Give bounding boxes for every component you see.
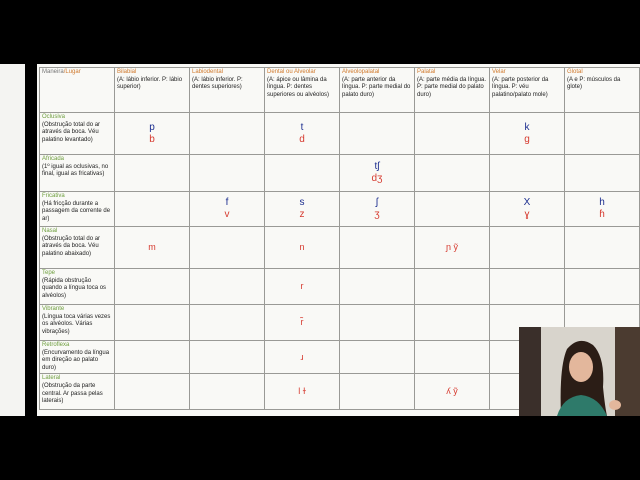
manner-description: (Obstrução total do ar através da boca. Véu palatino abaixado)	[42, 235, 101, 257]
phoneme-cell	[265, 341, 340, 374]
manner-header-cell	[40, 305, 115, 341]
top-letterbox	[0, 0, 640, 64]
manner-header-cell	[40, 227, 115, 269]
phoneme-cell	[340, 192, 415, 227]
phoneme-symbol: r̃	[300, 317, 304, 327]
manner-description: (Obstrução total do ar através da boca. Véu palatino levantado)	[42, 121, 101, 143]
phoneme-cell	[490, 113, 565, 155]
manner-title: Tepe	[42, 270, 56, 276]
voiced-symbol: ɦ	[599, 209, 605, 220]
phoneme-cell	[490, 269, 565, 305]
place-title: Labiodental	[192, 69, 224, 75]
place-title: Dental ou Alveolar	[267, 69, 316, 75]
phoneme-cell	[565, 269, 640, 305]
manner-title: Nasal	[42, 228, 58, 234]
place-title: Bilabial	[117, 69, 137, 75]
voiced-symbol: z	[299, 209, 305, 220]
place-header-cell	[490, 68, 565, 113]
manner-description: (Obstrução da parte central. Ar passa pelas laterais)	[42, 382, 103, 405]
manner-header-cell	[40, 113, 115, 155]
table-row	[40, 227, 640, 269]
left-side-panel	[0, 64, 25, 416]
phoneme-cell	[115, 227, 190, 269]
phoneme-symbol: ɲ ỹ	[445, 242, 458, 252]
corner-header-cell	[40, 68, 115, 113]
phoneme-cell	[190, 341, 265, 374]
voiceless-symbol: s	[299, 197, 305, 208]
voiced-symbol: ɣ	[524, 209, 530, 220]
phoneme-symbol: ɹ	[300, 351, 304, 362]
place-description: (A: lábio inferior. P: dentes superiores)	[192, 76, 243, 91]
manner-description: (Há fricção durante a passagem da corrente de ar)	[42, 200, 111, 222]
phoneme-cell	[265, 113, 340, 155]
place-description: (A: ápice ou lâmina da língua. P: dentes superiores ou alvéolos)	[267, 76, 330, 98]
phoneme-cell	[415, 269, 490, 305]
phoneme-cell	[265, 155, 340, 192]
bottom-letterbox	[0, 416, 640, 480]
place-description: (A: parte média da língua. P: parte medial do palato duro)	[417, 76, 487, 98]
corner-place-label: /Lugar	[63, 69, 81, 75]
phoneme-cell	[115, 269, 190, 305]
phoneme-cell	[415, 192, 490, 227]
phoneme-cell	[115, 155, 190, 192]
voiced-symbol: d	[299, 133, 305, 145]
phoneme-cell	[490, 227, 565, 269]
manner-header-cell	[40, 269, 115, 305]
voiceless-symbol: h	[599, 197, 605, 208]
place-title: Velar	[492, 69, 506, 75]
voiceless-symbol: tʃ	[374, 161, 380, 172]
manner-title: Fricativa	[42, 193, 65, 199]
phoneme-cell	[190, 227, 265, 269]
manner-description: (1º igual as oclusivas, no final, igual as fricativas)	[42, 163, 109, 178]
panel-divider	[25, 64, 37, 416]
place-header-cell	[415, 68, 490, 113]
phoneme-cell	[415, 305, 490, 341]
place-description: (A: parte anterior da língua. P: parte medial do palato duro)	[342, 76, 411, 98]
manner-header-cell	[40, 192, 115, 227]
phoneme-symbol: r	[300, 281, 304, 291]
voiceless-symbol: p	[149, 121, 155, 133]
voiceless-symbol: k	[524, 121, 530, 133]
place-description: (A e P: músculos da glote)	[567, 76, 621, 91]
phoneme-cell	[415, 341, 490, 374]
place-description: (A: parte posterior da língua. P: véu palatino/palato mole)	[492, 76, 549, 98]
phoneme-cell	[340, 113, 415, 155]
voiced-symbol: g	[524, 133, 530, 145]
phoneme-cell	[415, 155, 490, 192]
voiced-symbol: ʒ	[374, 209, 380, 220]
manner-description: (Encurvamento da língua em direção ao palato duro)	[42, 349, 110, 371]
manner-title: Lateral	[42, 375, 61, 382]
phoneme-cell	[415, 374, 490, 410]
phoneme-cell	[415, 227, 490, 269]
voiceless-symbol: ʃ	[375, 197, 379, 208]
manner-title: Africada	[42, 156, 65, 162]
corner-manner-label: Maneira	[42, 69, 64, 75]
voiced-symbol: v	[224, 209, 230, 220]
voiced-symbol: b	[149, 133, 155, 145]
phoneme-symbol: n	[299, 242, 305, 252]
manner-description: (Rápida obstrução quando a língua toca os alvéolos)	[42, 277, 107, 299]
place-header-cell	[190, 68, 265, 113]
phoneme-cell	[565, 113, 640, 155]
phoneme-cell	[265, 269, 340, 305]
voiceless-symbol: X	[523, 197, 531, 208]
phoneme-cell	[565, 192, 640, 227]
manner-title: Oclusiva	[42, 114, 66, 120]
phoneme-cell	[190, 305, 265, 341]
place-title: Glotal	[567, 69, 583, 75]
phoneme-cell	[490, 192, 565, 227]
phoneme-cell	[565, 155, 640, 192]
phoneme-cell	[340, 341, 415, 374]
person-video-icon	[519, 327, 640, 416]
webcam-overlay	[519, 327, 640, 416]
manner-title: Vibrante	[42, 306, 65, 312]
phoneme-symbol: l ɫ	[298, 386, 306, 397]
place-header-cell	[115, 68, 190, 113]
phoneme-cell	[340, 269, 415, 305]
phoneme-cell	[340, 227, 415, 269]
phoneme-cell	[265, 305, 340, 341]
voiced-symbol: dʒ	[371, 173, 383, 184]
manner-header-cell	[40, 374, 115, 410]
phoneme-cell	[115, 113, 190, 155]
manner-description: (Língua toca várias vezes os alvéolos. Várias vibrações)	[42, 313, 111, 335]
phoneme-cell	[415, 113, 490, 155]
phoneme-cell	[565, 227, 640, 269]
place-header-cell	[265, 68, 340, 113]
phoneme-cell	[340, 374, 415, 410]
phoneme-cell	[340, 305, 415, 341]
voiceless-symbol: f	[225, 197, 229, 208]
phoneme-cell	[190, 269, 265, 305]
phoneme-cell	[115, 192, 190, 227]
table-row	[40, 192, 640, 227]
table-row	[40, 269, 640, 305]
phoneme-cell	[265, 227, 340, 269]
phoneme-cell	[115, 341, 190, 374]
manner-title: Retroflexa	[42, 342, 70, 348]
table-row	[40, 113, 640, 155]
phoneme-cell	[190, 113, 265, 155]
manner-header-cell	[40, 341, 115, 374]
place-title: Palatal	[417, 69, 436, 75]
place-description: (A: lábio inferior. P: lábio superior)	[117, 76, 183, 91]
phoneme-symbol: m	[148, 242, 156, 252]
phoneme-cell	[115, 305, 190, 341]
place-header-cell	[565, 68, 640, 113]
phoneme-cell	[490, 155, 565, 192]
place-header-cell	[340, 68, 415, 113]
phoneme-cell	[265, 374, 340, 410]
table-row	[40, 155, 640, 192]
place-title: Alveolopalatal	[342, 69, 380, 75]
phoneme-cell	[190, 155, 265, 192]
phoneme-symbol: ʎ ỹ	[446, 386, 458, 397]
phoneme-cell	[190, 192, 265, 227]
phoneme-cell	[115, 374, 190, 410]
phoneme-cell	[190, 374, 265, 410]
phoneme-cell	[265, 192, 340, 227]
phoneme-cell	[340, 155, 415, 192]
voiceless-symbol: t	[300, 121, 304, 133]
manner-header-cell	[40, 155, 115, 192]
